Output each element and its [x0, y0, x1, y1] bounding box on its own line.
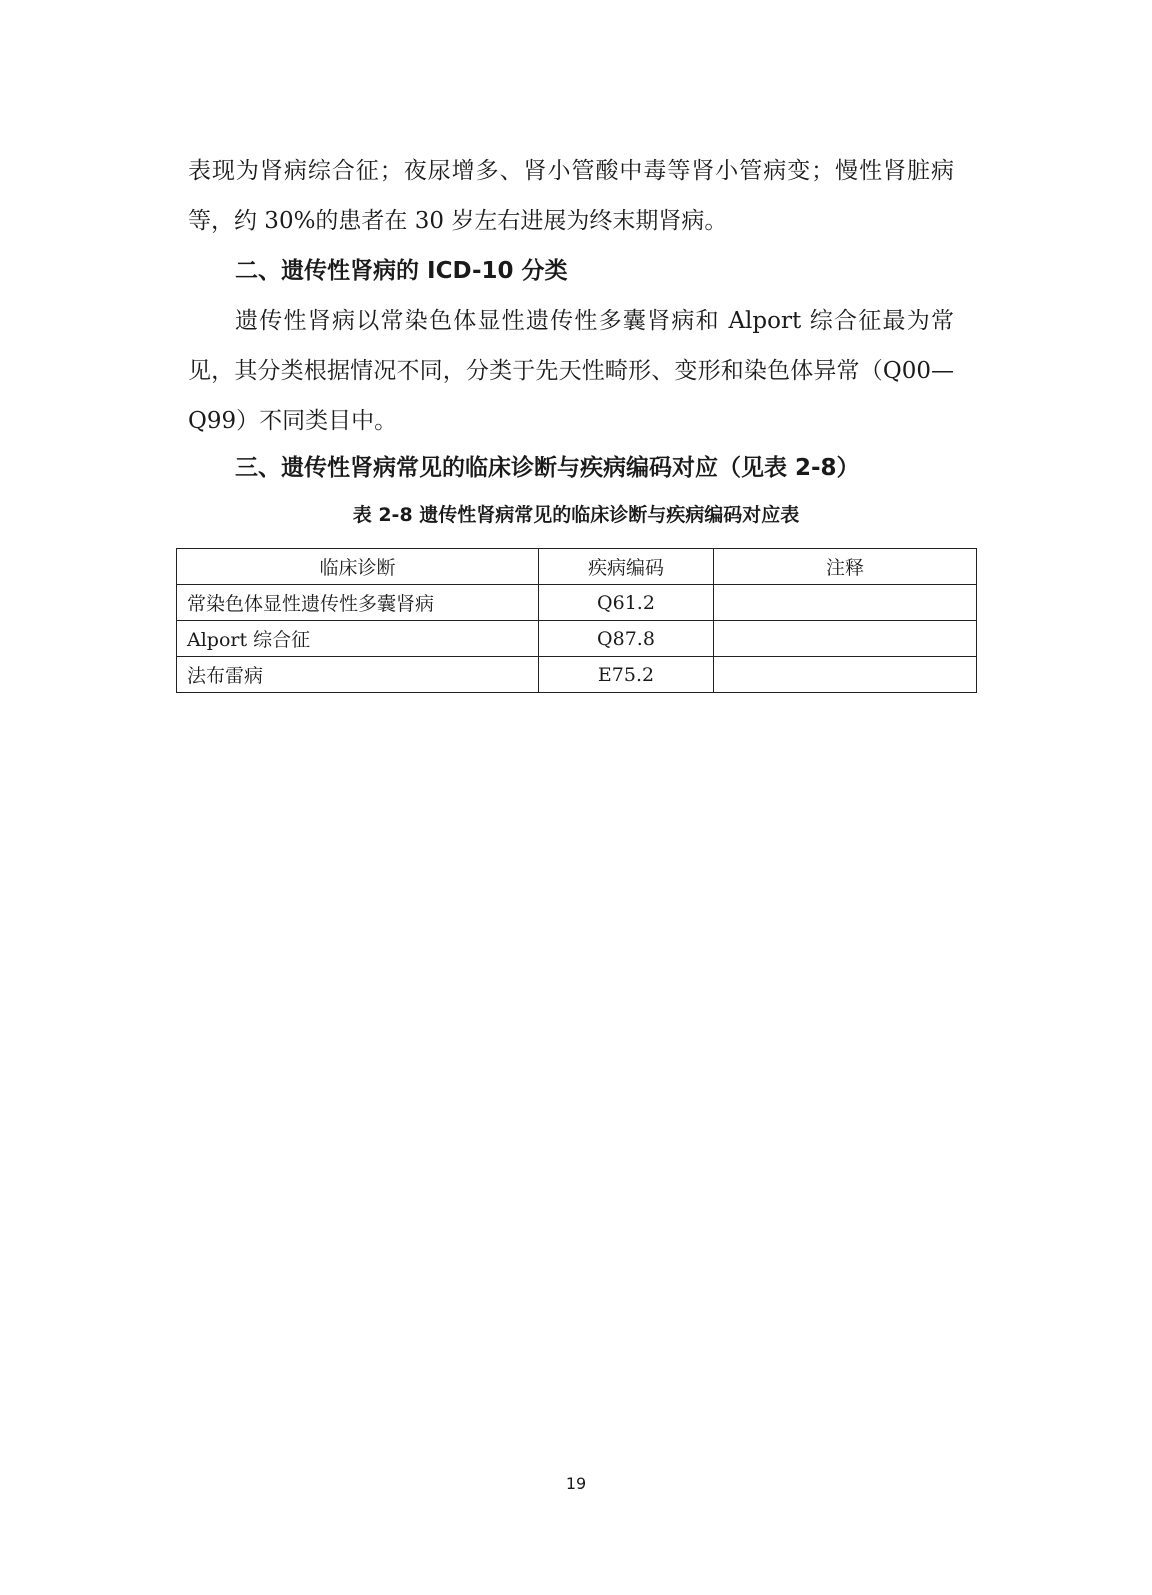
column-header-note: 注释	[714, 549, 977, 585]
section-heading: 二、遗传性肾病的 ICD-10 分类	[235, 258, 568, 284]
table-row	[177, 657, 977, 693]
page-number: 19	[565, 1474, 587, 1493]
diagnosis-cell: 法布雷病	[177, 657, 539, 693]
code-cell: Q87.8	[539, 621, 714, 657]
note-cell	[714, 657, 977, 693]
code-cell: E75.2	[539, 657, 714, 693]
table-header-row	[177, 549, 977, 585]
note-cell	[714, 621, 977, 657]
column-header-code: 疾病编码	[539, 549, 714, 585]
diagnosis-cell: Alport 综合征	[177, 621, 539, 657]
diagnosis-code-table	[176, 548, 977, 693]
note-cell	[714, 585, 977, 621]
table-row	[177, 585, 977, 621]
table-caption: 表 2-8 遗传性肾病常见的临床诊断与疾病编码对应表	[352, 504, 800, 526]
body-paragraph: 表现为肾病综合征；夜尿增多、肾小管酸中毒等肾小管病变；慢性肾脏病等，约 30%的患者在 30 岁左右进展为终末期肾病。	[188, 158, 954, 234]
column-header-diagnosis: 临床诊断	[177, 549, 539, 585]
section-heading: 三、遗传性肾病常见的临床诊断与疾病编码对应（见表 2-8）	[235, 455, 860, 481]
diagnosis-cell: 常染色体显性遗传性多囊肾病	[177, 585, 539, 621]
code-cell: Q61.2	[539, 585, 714, 621]
body-paragraph: 遗传性肾病以常染色体显性遗传性多囊肾病和 Alport 综合征最为常见，其分类根据情况不同，分类于先天性畸形、变形和染色体异常（Q00—Q99）不同类目中。	[188, 308, 954, 434]
table-row	[177, 621, 977, 657]
